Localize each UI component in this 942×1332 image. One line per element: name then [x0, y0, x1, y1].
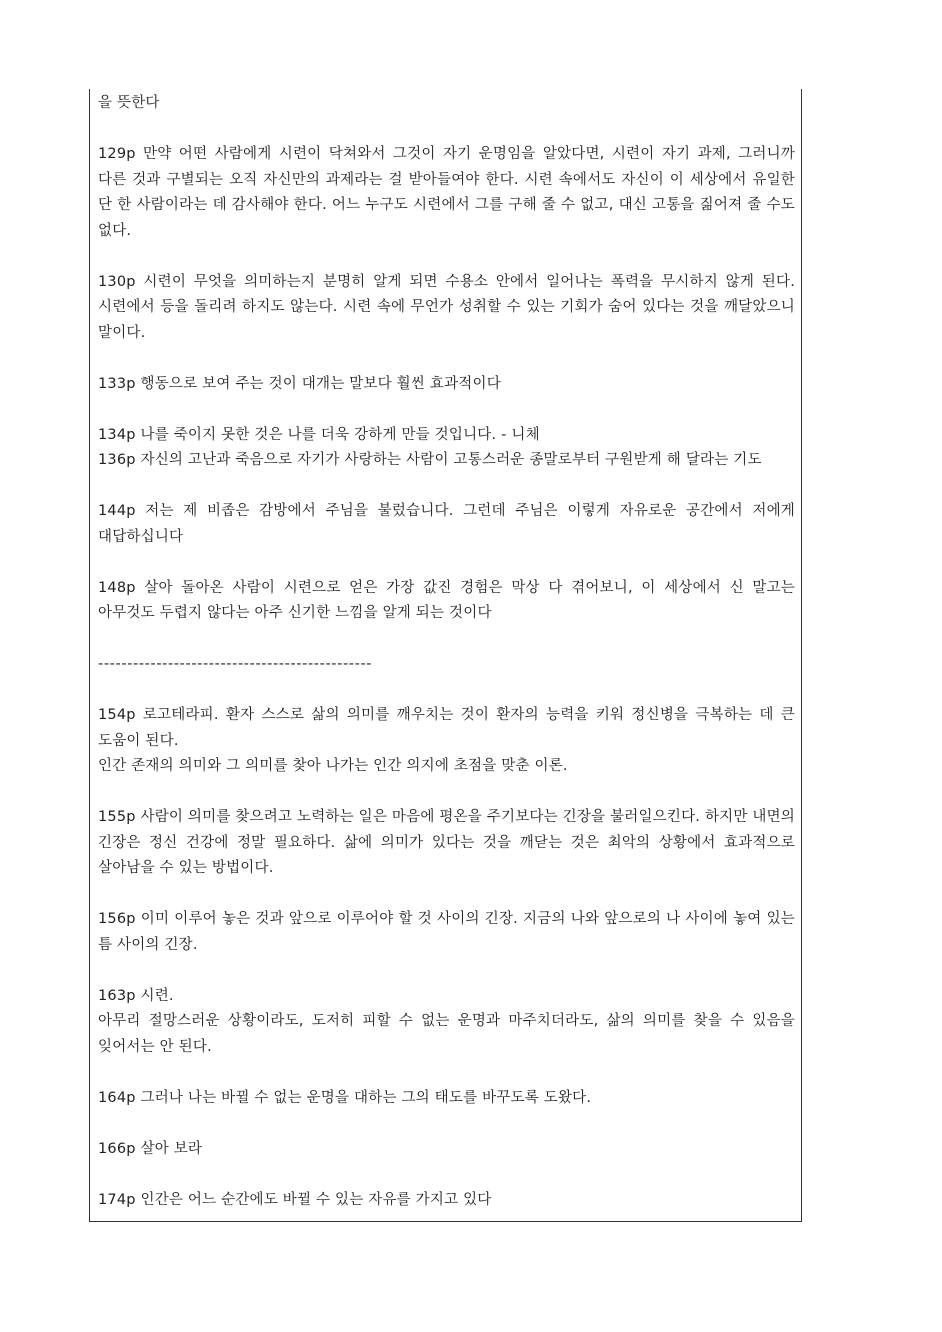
blank-line — [98, 346, 795, 372]
note-paragraph: 166p 살아 보라 — [98, 1140, 203, 1157]
blank-line — [98, 117, 795, 143]
note-paragraph: 174p 인간은 어느 순간에도 바뀔 수 있는 자유를 가지고 있다 — [98, 1191, 492, 1208]
blank-line — [98, 958, 795, 984]
blank-line — [98, 397, 795, 423]
note-paragraph: 130p 시련이 무엇을 의미하는지 분명히 알게 되면 수용소 안에서 일어나는 폭력을 무시하지 않게 된다. 시련에서 등을 돌리려 하지도 않는다. 시련 속에 무언가 성취할 수 있는 기회가 숨어 있다는 것을 깨달았으니 말이다. — [98, 273, 795, 341]
note-paragraph: 164p 그러나 나는 바뀔 수 없는 운명을 대하는 그의 태도를 바꾸도록 도왔다. — [98, 1089, 592, 1106]
blank-line — [98, 474, 795, 500]
note-paragraph: 아무리 절망스러운 상황이라도, 도저히 피할 수 없는 운명과 마주치더라도, 삶의 의미를 찾을 수 있음을 잊어서는 안 된다. — [98, 1013, 795, 1055]
note-paragraph: 을 뜻한다 — [98, 95, 160, 111]
text-box — [89, 89, 802, 1222]
note-paragraph: 148p 살아 돌아온 사람이 시련으로 얻은 가장 값진 경험은 막상 다 겪어보니, 이 세상에서 신 말고는 아무것도 두렵지 않다는 아주 신기한 느낌을 알게 되는 것이다 — [98, 579, 795, 621]
note-paragraph: 134p 나를 죽이지 못한 것은 나를 더욱 강하게 만들 것입니다. - 니체 — [98, 426, 540, 443]
blank-line — [98, 1162, 795, 1188]
text-box-content — [98, 91, 795, 1213]
blank-line — [98, 882, 795, 908]
blank-line — [98, 1060, 795, 1086]
note-paragraph: 인간 존재의 의미와 그 의미를 찾아 나가는 인간 의지에 초점을 맞춘 이론. — [98, 758, 568, 774]
note-paragraph: 136p 자신의 고난과 죽음으로 자기가 사랑하는 사람이 고통스러운 종말로부터 구원받게 해 달라는 기도 — [98, 452, 762, 468]
blank-line — [98, 627, 795, 653]
note-paragraph: 155p 사람이 의미를 찾으려고 노력하는 일은 마음에 평온을 주기보다는 긴장을 불러일으킨다. 하지만 내면의 긴장은 정신 건강에 정말 필요하다. 삶에 의미가 있다는 것을 깨닫는 것은 최악의 상황에서 효과적으로 살아남을 수 있는 방법이다. — [98, 809, 795, 876]
note-paragraph: 144p 저는 제 비좁은 감방에서 주님을 불렀습니다. 그런데 주님은 이렇게 자유로운 공간에서 저에게 대답하십니다 — [98, 503, 795, 545]
separator-line: ----------------------------------------------- — [98, 656, 373, 672]
note-paragraph: 129p 만약 어떤 사람에게 시련이 닥쳐와서 그것이 자기 운명임을 알았다면, 시련이 자기 과제, 그러니까 다른 것과 구별되는 오직 자신만의 과제라는 걸 받아들여야 한다. 시련 속에서도 자신이 이 세상에서 유일한 단 한 사람이라는 데 감사해야 한다. 어느 누구도 시련에서 그를 구해 줄 수 없고, 대신 고통을 짊어져 줄 수도 없다. — [98, 146, 795, 239]
note-paragraph: 154p 로고테라피. 환자 스스로 삶의 의미를 깨우치는 것이 환자의 능력을 키워 정신병을 극복하는 데 큰 도움이 된다. — [98, 707, 795, 749]
blank-line — [98, 1111, 795, 1137]
blank-line — [98, 678, 795, 704]
note-paragraph: 133p 행동으로 보여 주는 것이 대개는 말보다 훨씬 효과적이다 — [98, 375, 501, 392]
blank-line — [98, 244, 795, 270]
note-paragraph: 163p 시련. — [98, 987, 174, 1004]
note-paragraph: 156p 이미 이루어 놓은 것과 앞으로 이루어야 할 것 사이의 긴장. 지금의 나와 앞으로의 나 사이에 놓여 있는 틈 사이의 긴장. — [98, 911, 795, 953]
blank-line — [98, 780, 795, 806]
blank-line — [98, 550, 795, 576]
